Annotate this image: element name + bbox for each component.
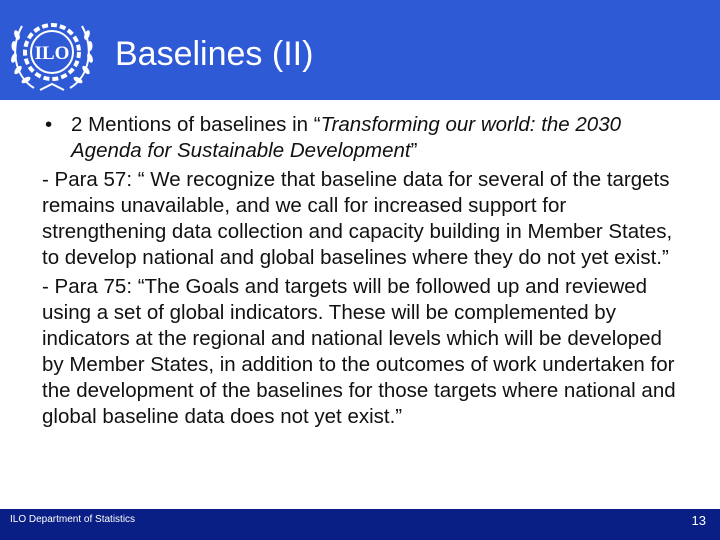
bullet-text-after: ” — [410, 139, 418, 162]
slide-content — [42, 112, 682, 433]
slide-footer — [0, 509, 720, 540]
slide-header — [0, 0, 720, 100]
bullet-text-before: 2 Mentions of baselines in “ — [71, 113, 321, 136]
bullet-icon: • — [45, 113, 53, 136]
page-number: 13 — [691, 513, 706, 528]
bullet-item — [45, 112, 682, 164]
logo-text: ILO — [34, 43, 70, 64]
agenda-title: Transforming our world: the 2030 Agenda for Sustainable Development — [71, 113, 621, 162]
slide-title: Baselines (II) — [115, 35, 314, 73]
ilo-emblem-icon — [4, 8, 100, 96]
paragraph-57: - Para 57: “ We recognize that baseline data for several of the targets remains unavailable, and we call for increased support for strengthening data collection and capacity building in Member States, to develop national and global baselines where they do not yet exist.” — [42, 168, 673, 269]
paragraph-75: - Para 75: “The Goals and targets will be followed up and reviewed using a set of global indicators. These will be complemented by indicators at the regional and national levels which will be developed by Member States, in addition to the outcomes of work undertaken for the development of the baselines for those targets where national and global baseline data does not yet exist.” — [42, 275, 676, 428]
footer-department: ILO Department of Statistics — [10, 514, 136, 525]
